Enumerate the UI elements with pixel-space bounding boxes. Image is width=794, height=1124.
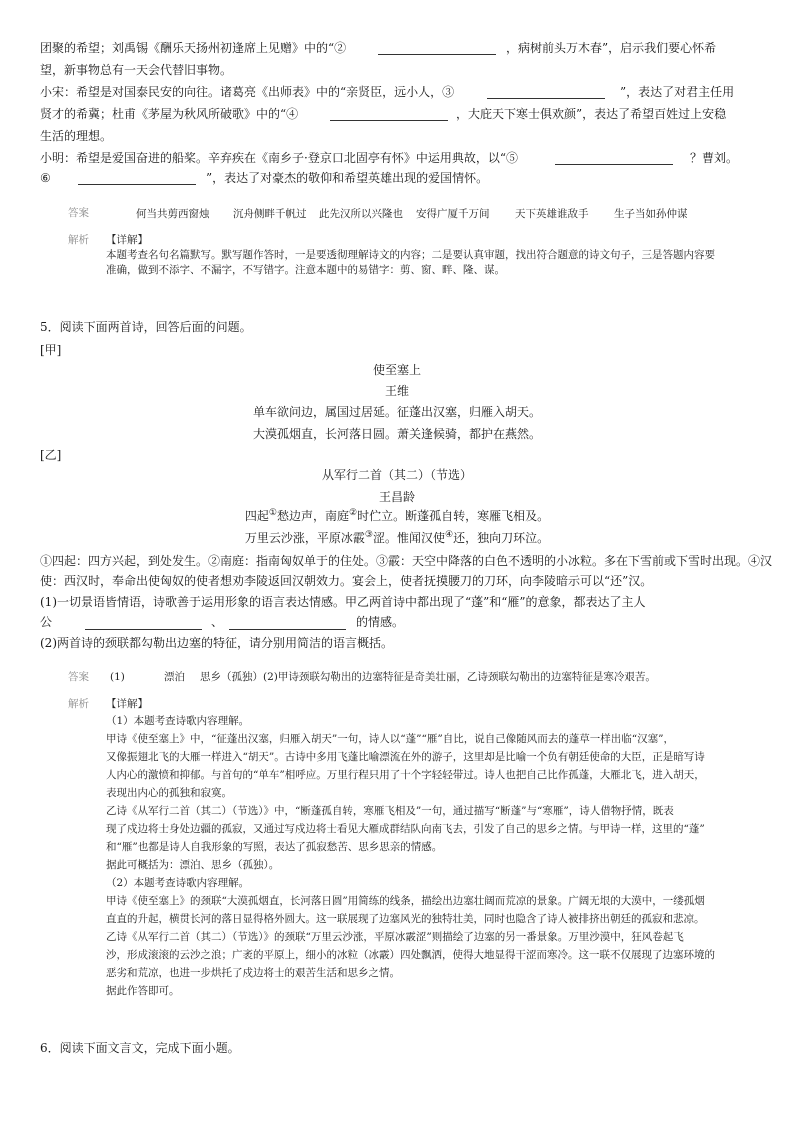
answer-item: 何当共剪西窗烛 (136, 208, 210, 220)
q4-line3-text-b: ”，表达了对君主任用 (620, 85, 735, 99)
answer-item: 安得广厦千万间 (416, 208, 490, 220)
blank-5[interactable] (555, 152, 673, 165)
detail-text: 据此可概括为：漂泊、思乡（孤独）。 (106, 859, 280, 871)
q5-header: 5．阅读下面两首诗，回答后面的问题。 (40, 320, 252, 334)
q4-line4-text-a: 贤才的希冀；杜甫《茅屋为秋风所破歌》中的“④ (40, 107, 299, 121)
poem-label-jia: [甲] (40, 343, 62, 357)
poem-2-line (0, 527, 794, 546)
answer-item: 生子当如孙仲谋 (614, 208, 688, 220)
note-marker[interactable]: ④ (445, 530, 454, 540)
q4-line1-text-a: 团聚的希望；刘禹锡《酬乐天扬州初逢席上见赠》中的“② (40, 41, 347, 55)
q4-line6-text-a: 小明：希望是爱国奋进的船桨。辛弃疾在《南乡子·登京口北固亭有怀》中运用典故，以“⑤ (40, 151, 518, 165)
detail-text: 直直的升起，横贯长河的落日显得格外圆大。这一联展现了边塞风光的独特壮美，同时也隐含了诗人被排挤出朝廷的孤寂和悲凉。 (106, 913, 705, 925)
blank-3[interactable] (487, 86, 605, 99)
detail-text: 准确，做到不添字、不漏字，不写错字。注意本题中的易错字：剪、窗、畔、隆、谋。 (106, 264, 505, 276)
analysis-label: 解析 (68, 234, 89, 246)
q6-header: 6．阅读下面文言文，完成下面小题。 (40, 1041, 240, 1055)
poem-text: 还，独向刀环泣。 (453, 531, 550, 545)
poem-text: 愁边声，南庭 (276, 509, 349, 523)
sub-question-1: (1)一切景语皆情语，诗歌善于运用形象的语言表达情感。甲乙两首诗中都出现了“蓬”和“雁”的意象，都表达了主人 (40, 595, 646, 609)
poem-label-yi: [乙] (40, 448, 62, 462)
notes-line: ①四起：四方兴起，到处发生。②南庭：指南匈奴单于的住处。③霰：天空中降落的白色不透明的小冰粒。多在下雪前或下雪时出现。④汉 (40, 554, 773, 568)
poem-2-title: 从军行二首（其二）（节选） (321, 468, 472, 482)
detail-text: 本题考查名句名篇默写。默写题作答时，一是要透彻理解诗文的内容；二是要认真审题，找出符合题意的诗文句子，三是答题内容要 (106, 249, 715, 261)
sub-1-suffix: 的情感。 (356, 615, 405, 629)
poem-text: 涩。惟闻汉使 (372, 531, 445, 545)
answer-text: 思乡（孤独）(2)甲诗颈联勾勒出的边塞特征是奇美壮丽，乙诗颈联勾勒出的边塞特征是寒冷艰苦。 (200, 671, 656, 683)
detail-text: 恶劣和荒凉，也进一步烘托了戍边将士的艰苦生活和思乡之情。 (106, 967, 400, 979)
detail-text: 和“雁”也都是诗人自我形象的写照，表达了孤寂愁苦、思乡思亲的情感。 (106, 841, 443, 853)
answer-text: (1) (110, 671, 125, 683)
q4-line7-text-b: ”，表达了对豪杰的敬仰和希望英雄出现的爱国情怀。 (206, 171, 489, 185)
detail-text: 沙，形成滚滚的云沙之浪；广袤的平原上，细小的冰粒（冰霰）四处飘洒，使得大地显得干涩而寒冷。这一联不仅展现了边塞环境的 (106, 949, 715, 961)
poem-1-line: 单车欲问边，属国过居延。征蓬出汉塞，归雁入胡天。 (252, 405, 541, 419)
answer-item: 天下英雄谁敌手 (515, 208, 589, 220)
detail-text: 乙诗《从军行二首（其二）（节选）》的颈联“万里云沙涨，平原冰霰涩”则描绘了边塞的另一番景象。万里沙漠中，狂风卷起飞 (106, 931, 684, 943)
poem-text: 万里云沙涨，平原冰霰 (244, 531, 365, 545)
q4-line4-text-b: ，大庇天下寒士俱欢颜”，表达了希望百姓过上安稳 (456, 107, 727, 121)
q4-line6-text-b: ？曹刘。 (690, 151, 739, 165)
sub-1-prefix: 公 (40, 615, 53, 629)
blank-q5-2[interactable] (229, 617, 346, 630)
q4-line1-text-b: ，病树前头万木春”，启示我们要心怀希 (506, 41, 717, 55)
sub-1-sep: 、 (211, 615, 224, 629)
blank-4[interactable] (330, 108, 448, 121)
blank-2[interactable] (378, 42, 496, 55)
note-marker[interactable]: ② (349, 508, 358, 518)
notes-line: 使：西汉时，奉命出使匈奴的使者想劝李陵返回汉朝效力。宴会上，使者抚摸腰刀的刀环，向李陵暗示可以“还”汉。 (40, 574, 653, 588)
detail-title: 【详解】 (106, 698, 148, 710)
detail-title: 【详解】 (106, 234, 148, 246)
q4-line7-text-a: ⑥ (40, 171, 51, 185)
q4-line5: 生活的理想。 (40, 129, 113, 143)
poem-1-author: 王维 (384, 384, 409, 398)
blank-6[interactable] (78, 172, 196, 185)
poem-text: 四起 (244, 509, 269, 523)
detail-text: 据此作答即可。 (106, 985, 180, 997)
poem-2-line (0, 505, 794, 524)
analysis-label: 解析 (68, 698, 89, 710)
detail-text: 现了戍边将士身处边疆的孤寂，又通过写戍边将士看见大雁成群结队向南飞去，引发了自己的思乡之情。与甲诗一样，这里的“蓬” (106, 823, 705, 835)
note-marker[interactable]: ① (268, 508, 277, 518)
detail-text: 表现出内心的孤独和寂寞。 (106, 787, 232, 799)
detail-text: 乙诗《从军行二首（其二）（节选）》中，“断蓬孤自转，寒雁飞相及”一句，通过描写“断蓬”与“寒雁”，诗人借物抒情，既表 (106, 805, 674, 817)
detail-text: 又像振翅北飞的大雁一样进入“胡天”。古诗中多用飞蓬比喻漂流在外的游子，这里却是比喻一个负有朝廷使命的大臣，正是暗写诗 (106, 751, 705, 763)
detail-text: 甲诗《使至塞上》中，“征蓬出汉塞，归雁入胡天”一句，诗人以“蓬”“雁”自比，说自己像随风而去的蓬草一样出临“汉塞”， (106, 733, 674, 745)
answer-text: 漂泊 (164, 671, 185, 683)
poem-1-title: 使至塞上 (372, 363, 421, 377)
answer-label: 答案 (68, 207, 89, 219)
note-marker[interactable]: ③ (364, 530, 373, 540)
detail-text: 甲诗《使至塞上》的颈联“大漠孤烟直，长河落日圆”用简练的线条，描绘出边塞壮阔而荒凉的景象。广阔无垠的大漠中，一缕孤烟 (106, 895, 705, 907)
detail-text: 人内心的激愤和抑郁。与首句的“单车”相呼应。万里行程只用了十个字轻轻带过。诗人也把自己比作孤蓬，大雁北飞，进入胡天， (106, 769, 705, 781)
q4-line2: 望，新事物总有一天会代替旧事物。 (40, 63, 233, 77)
sub-question-2: (2)两首诗的颈联都勾勒出边塞的特征，请分别用简洁的语言概括。 (40, 636, 394, 650)
blank-q5-1[interactable] (85, 617, 202, 630)
answer-label: 答案 (68, 671, 89, 683)
detail-text: （1）本题考查诗歌内容理解。 (106, 715, 250, 727)
poem-text: 时伫立。断蓬孤自转，寒雁飞相及。 (357, 509, 550, 523)
answer-item: 沉舟侧畔千帆过 (233, 208, 307, 220)
poem-1-line: 大漠孤烟直，长河落日圆。萧关逢候骑，都护在燕然。 (252, 427, 541, 441)
poem-2-author: 王昌龄 (378, 490, 415, 504)
answer-item: 此先汉所以兴隆也 (319, 208, 403, 220)
detail-text: （2）本题考查诗歌内容理解。 (106, 877, 250, 889)
q4-line3-text-a: 小宋：希望是对国泰民安的向往。诸葛亮《出师表》中的“亲贤臣，远小人，③ (40, 85, 455, 99)
